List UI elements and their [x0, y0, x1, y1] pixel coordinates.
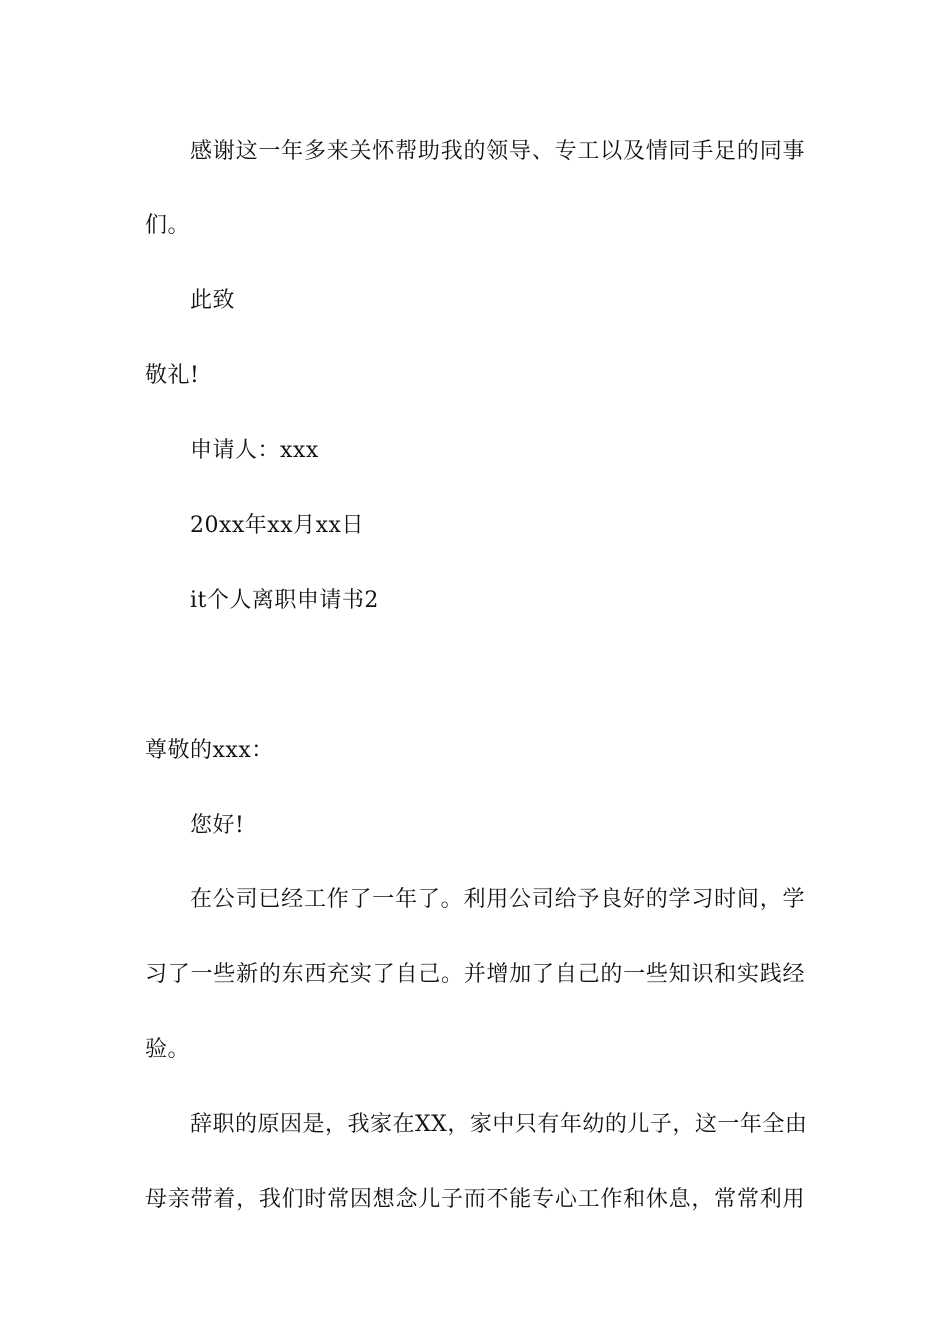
letter-date: 20xx年xx月xx日 — [190, 513, 364, 538]
letter-greeting: 尊敬的xxx： — [145, 738, 274, 763]
closing-salutation: 此致 — [190, 288, 236, 313]
section-title: it个人离职申请书2 — [190, 588, 379, 613]
paragraph-reason-line-2: 母亲带着，我们时常因想念儿子而不能专心工作和休息，常常利用 — [145, 1187, 805, 1212]
paragraph-thanks-line-2: 们。 — [145, 213, 191, 238]
paragraph-thanks-line-1: 感谢这一年多来关怀帮助我的领导、专工以及情同手足的同事 — [190, 139, 805, 164]
closing-regards: 敬礼! — [145, 363, 200, 388]
paragraph-work-line-1: 在公司已经工作了一年了。利用公司给予良好的学习时间，学 — [190, 887, 805, 912]
paragraph-work-line-2: 习了一些新的东西充实了自己。并增加了自己的一些知识和实践经 — [145, 962, 805, 987]
paragraph-reason-line-1: 辞职的原因是，我家在XX，家中只有年幼的儿子，这一年全由 — [190, 1112, 808, 1137]
paragraph-work-line-3: 验。 — [145, 1037, 191, 1062]
letter-hello: 您好! — [190, 813, 245, 838]
applicant-signature: 申请人：xxx — [190, 438, 319, 463]
